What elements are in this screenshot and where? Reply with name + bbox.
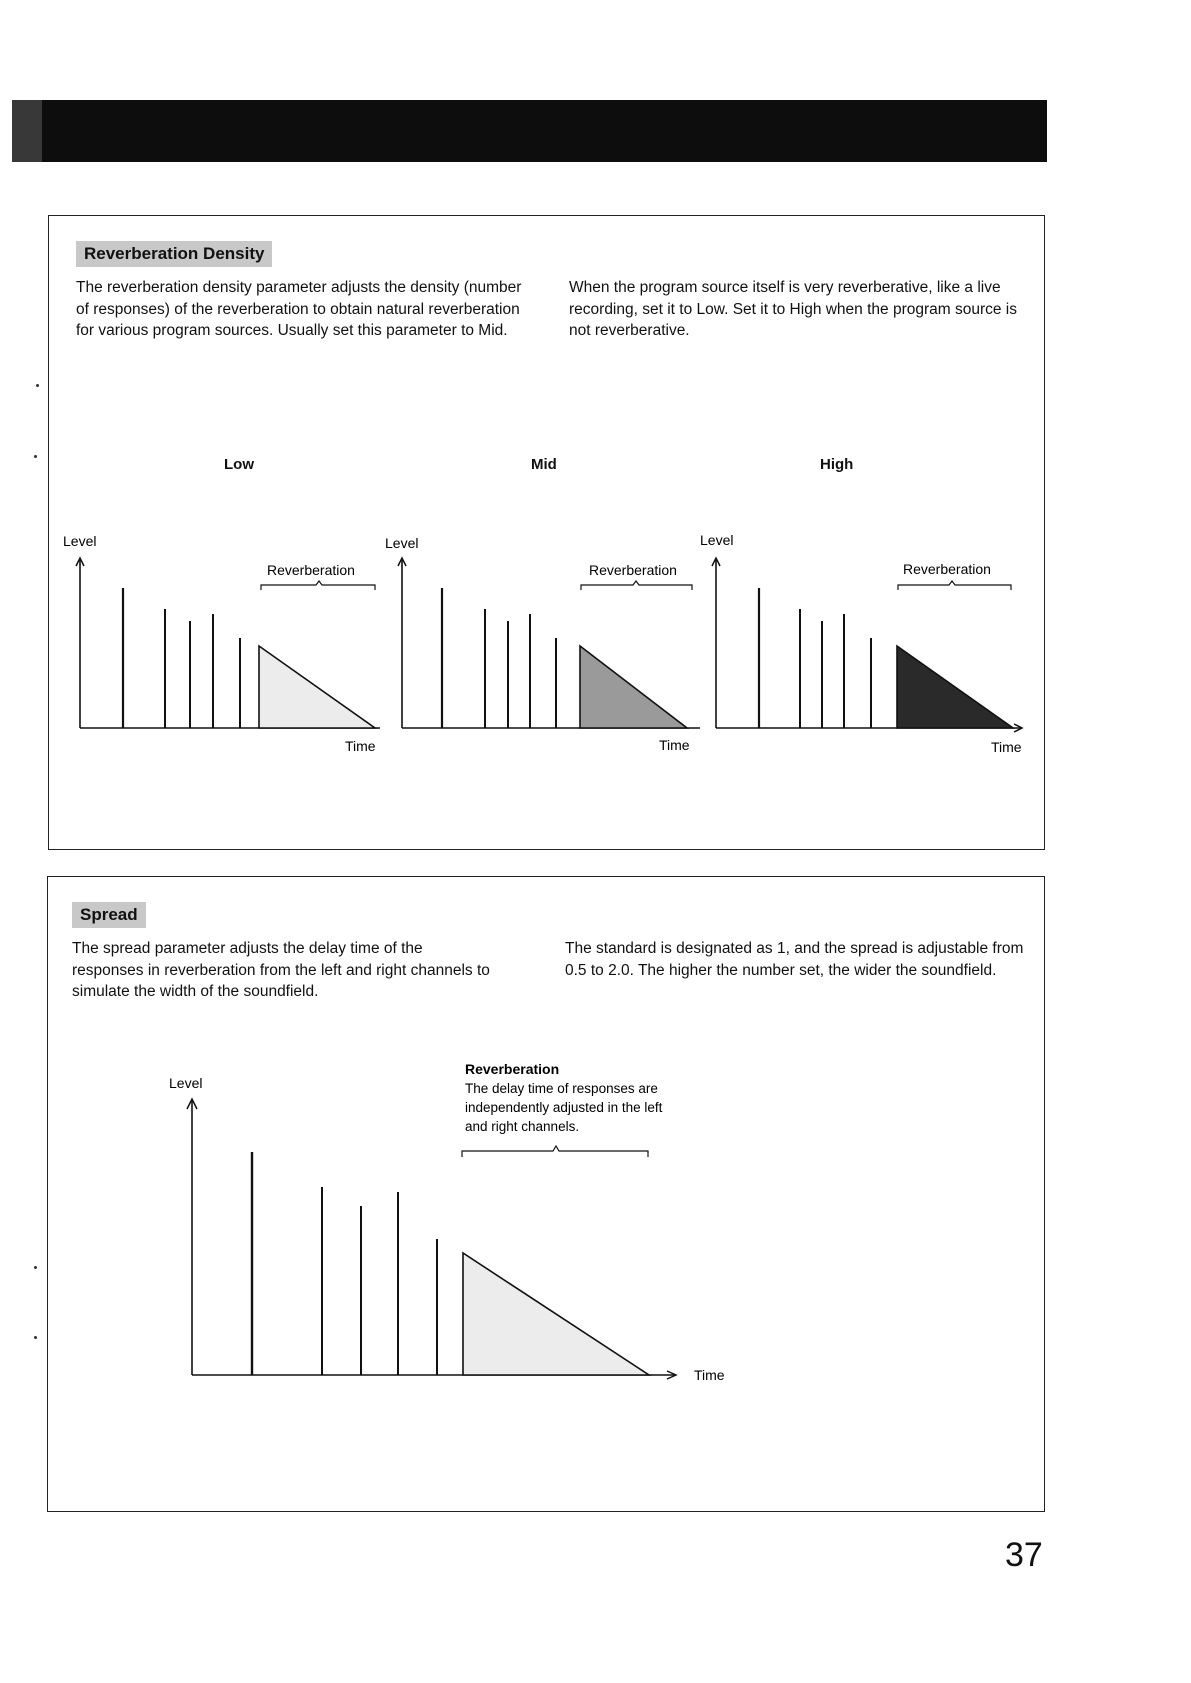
- margin-speck: [34, 455, 37, 458]
- reverberation-density-section: [48, 215, 1045, 850]
- margin-speck: [34, 1266, 37, 1269]
- section-title: Reverberation Density: [76, 241, 272, 267]
- density-description-left: The reverberation density parameter adjusts the density (number of responses) of the reverberation to obtain natural reverberation for various program sources. Usually set this parameter to Mid.: [76, 279, 522, 339]
- reverberation-label: Reverberation: [267, 562, 355, 578]
- reverberation-triangle: [580, 646, 687, 728]
- density-description-right: When the program source itself is very reverberative, like a live recording, set it to Low. Set it to High when the program source is not reverberative.: [569, 279, 1018, 339]
- reverberation-triangle: [259, 646, 375, 728]
- chart-mid: [385, 535, 700, 753]
- chart-high: [700, 532, 1022, 755]
- section-title: Spread: [72, 902, 146, 928]
- reverberation-note-line: and right channels.: [465, 1119, 580, 1134]
- page-number: 37: [1005, 1536, 1043, 1574]
- level-axis-label: Level: [385, 535, 419, 551]
- level-axis-label: Level: [169, 1075, 203, 1091]
- time-axis-label: Time: [694, 1367, 725, 1383]
- reverberation-triangle: [897, 646, 1013, 728]
- spread-chart-svg: [48, 877, 1044, 1511]
- reverberation-brace: [581, 581, 692, 590]
- spread-description-right: The standard is designated as 1, and the spread is adjustable from 0.5 to 2.0. The higher the number set, the wider the soundfield.: [565, 940, 1024, 979]
- reverberation-note-line: independently adjusted in the left: [465, 1100, 663, 1115]
- chart-label-mid: Mid: [531, 456, 557, 473]
- chart-label-high: High: [820, 456, 854, 473]
- density-charts-svg: [49, 216, 1044, 849]
- chart-label-low: Low: [224, 456, 254, 473]
- chart-low: [63, 533, 380, 754]
- reverberation-brace: [898, 581, 1011, 590]
- reverberation-note-line: The delay time of responses are: [465, 1081, 658, 1096]
- reverberation-title: Reverberation: [465, 1061, 560, 1077]
- reverberation-label: Reverberation: [589, 562, 677, 578]
- reverberation-brace: [462, 1146, 648, 1157]
- level-axis-label: Level: [63, 533, 97, 549]
- reverberation-triangle: [463, 1253, 649, 1375]
- spread-section: [47, 876, 1045, 1512]
- reverberation-brace: [261, 581, 375, 590]
- margin-speck: [36, 384, 39, 387]
- time-axis-label: Time: [659, 737, 690, 753]
- reverberation-label: Reverberation: [903, 561, 991, 577]
- level-axis-label: Level: [700, 532, 734, 548]
- time-axis-label: Time: [345, 738, 376, 754]
- header-texture: [12, 100, 42, 162]
- time-axis-label: Time: [991, 739, 1022, 755]
- spread-description-left: The spread parameter adjusts the delay time of the responses in reverberation from the left and right channels to simulate the width of the soundfield.: [72, 940, 490, 1000]
- header-bar: [12, 100, 1047, 162]
- margin-speck: [34, 1336, 37, 1339]
